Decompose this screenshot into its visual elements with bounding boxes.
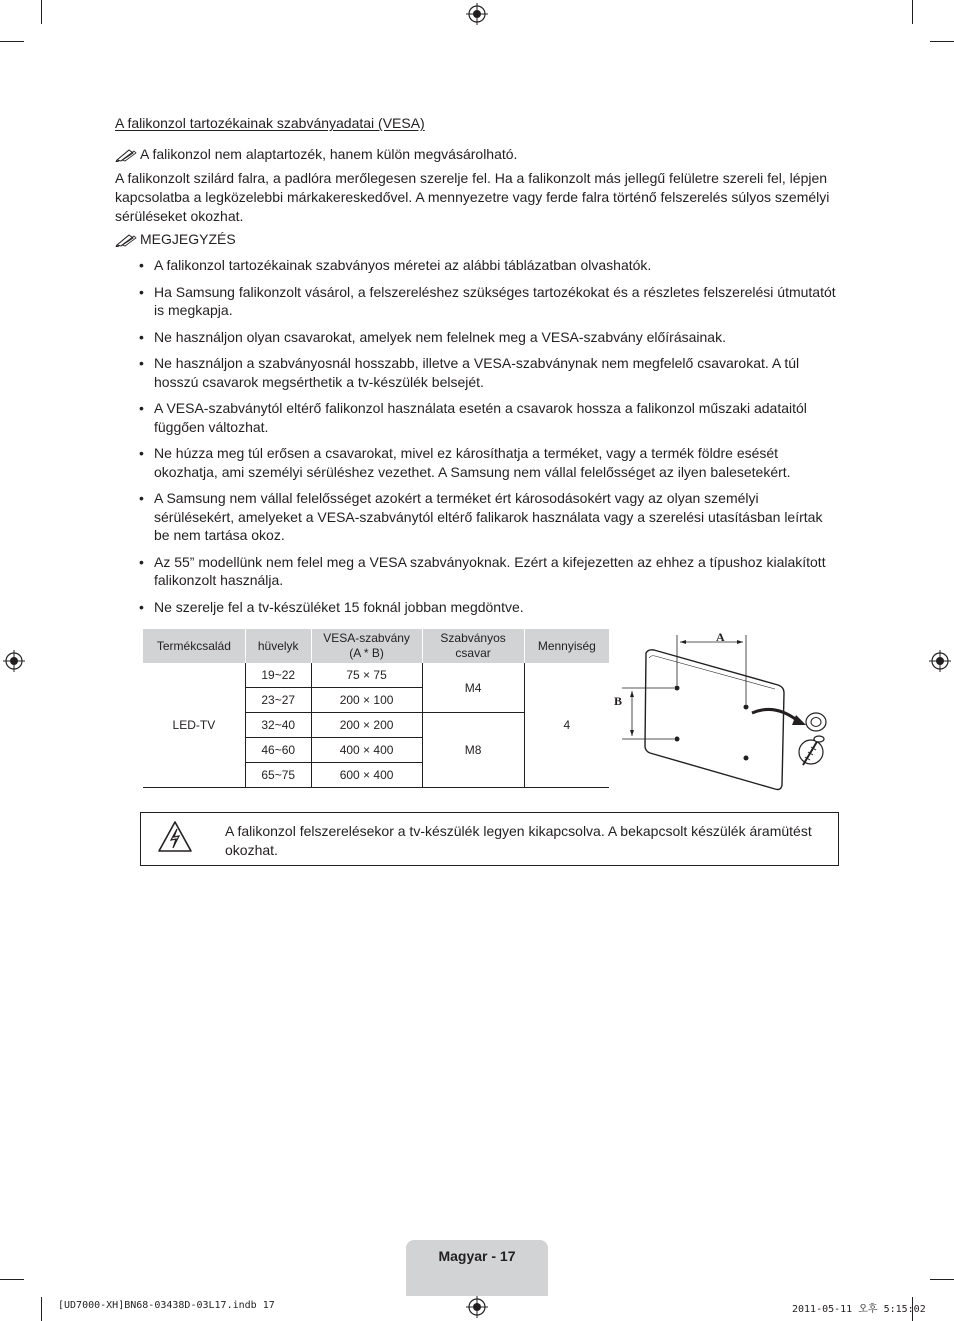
list-item: • Ne húzza meg túl erősen a csavarokat, mivel ez károsíthatja a terméket, vagy a termék földre esését okozhatja, ami személyi sérüléshez vezethet. A Samsung nem vállal felelősséget az ilyen balesetekért.	[137, 444, 837, 481]
note-heading-text: MEGJEGYZÉS	[140, 231, 236, 247]
mounting-paragraph: A falikonzolt szilárd falra, a padlóra merőlegesen szerelje fel. Ha a falikonzolt más jellegű felületre szereli fel, lépjen kapcsolatba a legközelebbi márkakereskedővel. A mennyezetre vagy ferde falra történő felszerelés súlyos személyi sérüléseket okozhat.	[115, 170, 830, 224]
note-optional-accessory	[115, 145, 517, 164]
cell-family: LED-TV	[143, 663, 245, 788]
header-family: Termékcsalád	[143, 629, 245, 663]
dimension-a-label: A	[716, 630, 725, 644]
crop-mark	[0, 41, 24, 42]
cell-inch: 19~22	[245, 663, 311, 688]
dimension-b-label: B	[614, 694, 623, 708]
warning-text: A falikonzol felszerelésekor a tv-készülék legyen kikapcsolva. A bekapcsolt készülék áramütést okozhat.	[225, 823, 812, 858]
table-row	[143, 663, 609, 688]
washer-icon	[806, 713, 826, 731]
cell-vesa: 400 × 400	[311, 738, 422, 763]
list-item: • A Samsung nem vállal felelősséget azokért a terméket ért károsodásokért vagy az olyan személyi sérülésekért, amelyeket a VESA-szabványtól eltérő falikarok használata vagy a szerelési utasításban leírtak be nem tartása okoz.	[137, 489, 837, 545]
list-item: • Ha Samsung falikonzolt vásárol, a felszereléshez szükséges tartozékokat és a részletes felszerelési útmutatót is megkapja.	[137, 283, 837, 320]
footer-file-info: [UD7000-XH]BN68-03438D-03L17.indb 17	[58, 1300, 275, 1311]
cell-inch: 65~75	[245, 763, 311, 788]
warning-box	[140, 812, 839, 866]
crop-mark	[41, 0, 42, 24]
crop-mark	[912, 0, 913, 24]
cell-vesa: 75 × 75	[311, 663, 422, 688]
header-inch: hüvelyk	[245, 629, 311, 663]
list-item: • Az 55” modellünk nem felel meg a VESA szabványoknak. Ezért a kifejezetten az ehhez a típushoz kialakított falikonzolt használja.	[137, 553, 837, 590]
header-qty: Mennyiség	[524, 629, 609, 663]
list-item: • Ne használjon olyan csavarokat, amelyek nem felelnek meg a VESA-szabvány előírásainak.	[137, 328, 837, 347]
cell-screw: M4	[422, 663, 524, 713]
electric-shock-warning-icon	[157, 820, 193, 854]
vesa-spec-table	[143, 629, 609, 788]
list-item: • A VESA-szabványtól eltérő falikonzol használata esetén a csavarok hossza a falikonzol műszaki adataitól függően változhat.	[137, 399, 837, 436]
cell-inch: 32~40	[245, 713, 311, 738]
mount-hole-icon	[675, 686, 680, 691]
footer-timestamp: 2011-05-11 오후 5:15:02	[792, 1304, 926, 1315]
mount-hole-icon	[744, 756, 749, 761]
cell-vesa: 600 × 400	[311, 763, 422, 788]
crop-mark	[0, 1279, 24, 1280]
crop-mark	[930, 41, 954, 42]
header-vesa-line1: VESA-szabvány	[323, 631, 410, 645]
cell-vesa: 200 × 200	[311, 713, 422, 738]
list-item: • Ne szerelje fel a tv-készüléket 15 foknál jobban megdöntve.	[137, 598, 837, 617]
curved-arrow-icon	[752, 709, 798, 721]
header-vesa-line2: (A * B)	[349, 646, 384, 660]
note-heading	[115, 230, 236, 249]
tv-mount-diagram	[610, 625, 842, 795]
mount-hole-icon	[675, 737, 680, 742]
screw-icon	[799, 736, 824, 765]
list-item: • A falikonzol tartozékainak szabványos méretei az alábbi táblázatban olvashatók.	[137, 256, 837, 275]
cell-inch: 23~27	[245, 688, 311, 713]
note-text: A falikonzol nem alaptartozék, hanem külön megvásárolható.	[140, 146, 518, 162]
cell-quantity: 4	[524, 663, 609, 788]
header-screw-line2: csavar	[455, 646, 491, 660]
registration-mark-icon	[3, 650, 25, 672]
pencil-note-icon	[115, 233, 137, 247]
registration-mark-icon	[929, 650, 951, 672]
cell-screw: M8	[422, 713, 524, 788]
notes-list	[137, 256, 837, 624]
page-number: Magyar - 17	[438, 1248, 516, 1264]
section-title: A falikonzol tartozékainak szabványadatai (VESA)	[115, 115, 425, 131]
pencil-note-icon	[115, 148, 137, 162]
table-header-row	[143, 629, 609, 663]
header-screw-line1: Szabványos	[440, 631, 506, 645]
crop-mark	[41, 1297, 42, 1321]
registration-mark-icon	[466, 3, 488, 25]
mount-hole-icon	[744, 705, 749, 710]
list-item: • Ne használjon a szabványosnál hosszabb, illetve a VESA-szabványnak nem megfelelő csavarokat. A túl hosszú csavarok megsérthetik a tv-készülék belsejét.	[137, 354, 837, 391]
cell-inch: 46~60	[245, 738, 311, 763]
header-screw	[422, 629, 524, 663]
registration-mark-icon	[466, 1296, 488, 1318]
page-number-tab	[406, 1240, 548, 1296]
crop-mark	[930, 1279, 954, 1280]
cell-vesa: 200 × 100	[311, 688, 422, 713]
tv-back-panel	[645, 650, 784, 790]
header-vesa	[311, 629, 422, 663]
